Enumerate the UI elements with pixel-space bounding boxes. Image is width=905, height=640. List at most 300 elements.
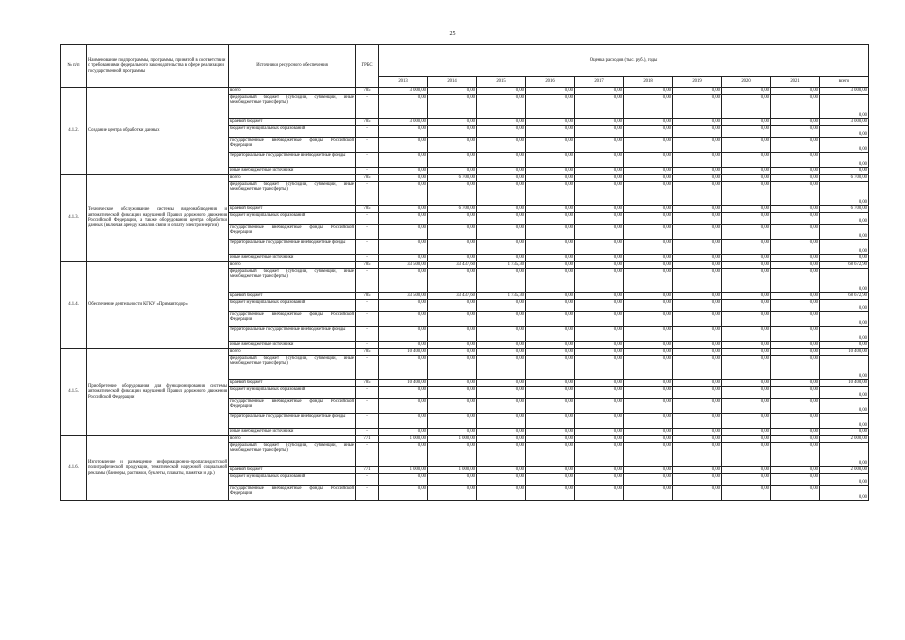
value-cell: 0,00 [379, 175, 428, 182]
value-cell: 0,00 [477, 225, 526, 240]
source-label: территориальные государственные внебюджетные фонды [229, 327, 356, 342]
grbs-code: 771 [356, 467, 379, 474]
value-cell: 0,00 [575, 380, 624, 387]
section-name: Техническое обслуживание системы видеонаблюдения и автоматической фиксации нарушений Правил дорожного движения Российской Федерации, а также оборудования центра обработки данных (включая аренду каналов связи и оплату электроэнергии) [87, 175, 229, 262]
value-cell: 0,00 [477, 474, 526, 486]
value-cell: 0,00 [673, 387, 722, 399]
value-cell: 0,00 [624, 349, 673, 356]
value-cell: 0,00 [575, 293, 624, 300]
value-cell: 0,00 [624, 206, 673, 213]
value-cell: 0,00 [379, 312, 428, 327]
value-cell: 0,00 [575, 262, 624, 269]
table-row [61, 436, 869, 443]
value-cell: 0,00 [477, 213, 526, 225]
grbs-code: - [356, 255, 379, 262]
value-cell: 0,00 [722, 240, 771, 255]
value-cell: 0,00 [526, 474, 575, 486]
value-cell: 0,00 [624, 182, 673, 206]
section-number: 4.1.2. [61, 88, 87, 175]
table-row [61, 262, 869, 269]
grbs-code: 771 [356, 436, 379, 443]
value-cell: 10 400,00 [379, 349, 428, 356]
source-label: государственные внебюджетные фонды Российской Федерации [229, 225, 356, 240]
value-cell: 3 000,00 [379, 119, 428, 126]
value-cell: 0,00 [771, 88, 820, 95]
total-cell: 0,00 [820, 356, 869, 380]
value-cell: 1 000,00 [428, 467, 477, 474]
header-year: 2017 [575, 77, 624, 88]
total-cell: 0,00 [820, 138, 869, 153]
value-cell: 0,00 [379, 399, 428, 414]
value-cell: 0,00 [673, 436, 722, 443]
value-cell: 1 000,00 [379, 436, 428, 443]
value-cell: 0,00 [526, 168, 575, 175]
value-cell: 0,00 [673, 153, 722, 168]
value-cell: 33 437,60 [428, 262, 477, 269]
value-cell: 0,00 [575, 387, 624, 399]
value-cell: 0,00 [673, 262, 722, 269]
grbs-code: 785 [356, 206, 379, 213]
value-cell: 0,00 [673, 269, 722, 293]
value-cell: 0,00 [477, 327, 526, 342]
source-label: иные внебюджетные источники [229, 255, 356, 262]
total-cell: 6 700,00 [820, 175, 869, 182]
value-cell: 0,00 [428, 486, 477, 501]
value-cell: 0,00 [526, 153, 575, 168]
value-cell: 0,00 [575, 327, 624, 342]
value-cell: 0,00 [673, 88, 722, 95]
header-year: 2013 [379, 77, 428, 88]
value-cell: 0,00 [526, 240, 575, 255]
value-cell: 0,00 [673, 312, 722, 327]
value-cell: 0,00 [771, 206, 820, 213]
value-cell: 0,00 [771, 443, 820, 467]
value-cell: 0,00 [624, 88, 673, 95]
value-cell: 0,00 [526, 126, 575, 138]
value-cell: 0,00 [673, 300, 722, 312]
source-label: краевой бюджет [229, 293, 356, 300]
grbs-code: - [356, 486, 379, 501]
value-cell: 0,00 [624, 467, 673, 474]
value-cell: 0,00 [722, 293, 771, 300]
value-cell: 0,00 [477, 349, 526, 356]
value-cell: 0,00 [673, 168, 722, 175]
value-cell: 0,00 [673, 255, 722, 262]
total-cell: 2 000,00 [820, 436, 869, 443]
value-cell: 0,00 [575, 312, 624, 327]
value-cell: 0,00 [379, 327, 428, 342]
value-cell: 0,00 [771, 225, 820, 240]
grbs-code: 785 [356, 262, 379, 269]
source-label: государственные внебюджетные фонды Российской Федерации [229, 486, 356, 501]
value-cell: 0,00 [428, 342, 477, 349]
value-cell: 0,00 [624, 213, 673, 225]
total-cell: 68 672,90 [820, 293, 869, 300]
value-cell: 0,00 [575, 153, 624, 168]
value-cell: 0,00 [673, 175, 722, 182]
section-number: 4.1.5. [61, 349, 87, 436]
value-cell: 0,00 [379, 414, 428, 429]
value-cell: 0,00 [477, 206, 526, 213]
value-cell: 0,00 [526, 95, 575, 119]
value-cell: 0,00 [526, 175, 575, 182]
value-cell: 0,00 [722, 300, 771, 312]
value-cell: 0,00 [624, 436, 673, 443]
value-cell: 0,00 [722, 467, 771, 474]
header-year: 2016 [526, 77, 575, 88]
source-label: всего [229, 262, 356, 269]
value-cell: 0,00 [624, 429, 673, 436]
value-cell: 1 000,00 [379, 467, 428, 474]
source-label: государственные внебюджетные фонды Российской Федерации [229, 399, 356, 414]
table-row [61, 175, 869, 182]
value-cell: 0,00 [771, 349, 820, 356]
value-cell: 0,00 [575, 88, 624, 95]
total-cell: 0,00 [820, 474, 869, 486]
value-cell: 0,00 [722, 126, 771, 138]
value-cell: 0,00 [526, 300, 575, 312]
total-cell: 0,00 [820, 225, 869, 240]
value-cell: 0,00 [771, 474, 820, 486]
header-year: 2018 [624, 77, 673, 88]
value-cell: 0,00 [428, 126, 477, 138]
source-label: федеральный бюджет (субсидии, субвенции, иные межбюджетные трансферты) [229, 356, 356, 380]
value-cell: 0,00 [575, 206, 624, 213]
source-label: всего [229, 349, 356, 356]
value-cell: 0,00 [722, 349, 771, 356]
value-cell: 0,00 [771, 175, 820, 182]
grbs-code: 785 [356, 88, 379, 95]
source-label: иные внебюджетные источники [229, 429, 356, 436]
value-cell: 0,00 [526, 206, 575, 213]
source-label: бюджет муниципальных образований [229, 300, 356, 312]
source-label: государственные внебюджетные фонды Российской Федерации [229, 138, 356, 153]
value-cell: 0,00 [673, 182, 722, 206]
value-cell: 0,00 [722, 486, 771, 501]
source-label: всего [229, 436, 356, 443]
grbs-code: - [356, 269, 379, 293]
value-cell: 0,00 [526, 262, 575, 269]
grbs-code: - [356, 443, 379, 467]
header-estimate: Оценка расходов (тыс. руб.), годы [379, 45, 869, 77]
value-cell: 0,00 [575, 175, 624, 182]
total-cell: 0,00 [820, 342, 869, 349]
value-cell: 0,00 [673, 429, 722, 436]
source-label: краевой бюджет [229, 380, 356, 387]
value-cell: 0,00 [428, 240, 477, 255]
value-cell: 0,00 [477, 300, 526, 312]
grbs-code: - [356, 153, 379, 168]
source-label: федеральный бюджет (субсидии, субвенции, иные межбюджетные трансферты) [229, 182, 356, 206]
value-cell: 0,00 [771, 240, 820, 255]
source-label: всего [229, 88, 356, 95]
value-cell: 0,00 [575, 168, 624, 175]
value-cell: 0,00 [526, 429, 575, 436]
value-cell: 0,00 [477, 240, 526, 255]
value-cell: 0,00 [428, 443, 477, 467]
value-cell: 0,00 [428, 414, 477, 429]
value-cell: 0,00 [575, 474, 624, 486]
value-cell: 0,00 [477, 153, 526, 168]
value-cell: 0,00 [575, 138, 624, 153]
value-cell: 0,00 [428, 300, 477, 312]
value-cell: 0,00 [379, 182, 428, 206]
value-cell: 0,00 [428, 387, 477, 399]
total-cell: 0,00 [820, 182, 869, 206]
total-cell: 6 700,00 [820, 206, 869, 213]
value-cell: 0,00 [379, 269, 428, 293]
value-cell: 0,00 [771, 300, 820, 312]
value-cell: 0,00 [673, 206, 722, 213]
value-cell: 0,00 [575, 119, 624, 126]
header-source: Источники ресурсного обеспечения [229, 45, 356, 88]
value-cell: 0,00 [673, 327, 722, 342]
grbs-code: - [356, 225, 379, 240]
value-cell: 0,00 [428, 88, 477, 95]
value-cell: 0,00 [771, 327, 820, 342]
total-cell: 0,00 [820, 269, 869, 293]
grbs-code: - [356, 342, 379, 349]
value-cell: 0,00 [477, 486, 526, 501]
value-cell: 0,00 [771, 269, 820, 293]
header-name: Наименование подпрограммы, программы, принятой в соответствии с требованиями федерального законодательства в сфере реализации государственной программы [87, 45, 229, 88]
section-number: 4.1.6. [61, 436, 87, 501]
value-cell: 0,00 [379, 206, 428, 213]
value-cell: 0,00 [575, 95, 624, 119]
value-cell: 0,00 [526, 486, 575, 501]
value-cell: 0,00 [624, 399, 673, 414]
grbs-code: - [356, 300, 379, 312]
source-label: территориальные государственные внебюджетные фонды [229, 153, 356, 168]
value-cell: 0,00 [722, 387, 771, 399]
value-cell: 0,00 [722, 429, 771, 436]
total-cell: 10 400,00 [820, 349, 869, 356]
grbs-code: 785 [356, 293, 379, 300]
grbs-code: - [356, 182, 379, 206]
source-label: территориальные государственные внебюджетные фонды [229, 240, 356, 255]
value-cell: 0,00 [379, 126, 428, 138]
value-cell: 0,00 [526, 182, 575, 206]
value-cell: 0,00 [575, 300, 624, 312]
source-label: федеральный бюджет (субсидии, субвенции, иные межбюджетные трансферты) [229, 443, 356, 467]
section-name: Создание центра обработки данных [87, 88, 229, 175]
value-cell: 0,00 [771, 467, 820, 474]
value-cell: 0,00 [379, 443, 428, 467]
source-label: всего [229, 175, 356, 182]
value-cell: 0,00 [477, 269, 526, 293]
value-cell: 0,00 [673, 240, 722, 255]
value-cell: 0,00 [428, 474, 477, 486]
value-cell: 0,00 [771, 429, 820, 436]
value-cell: 0,00 [379, 153, 428, 168]
source-label: иные внебюджетные источники [229, 342, 356, 349]
header-grbs: ГРБС [356, 45, 379, 88]
value-cell: 0,00 [428, 327, 477, 342]
section-name: Обеспечение деятельности КГКУ «Примавтодор» [87, 262, 229, 349]
total-cell: 0,00 [820, 95, 869, 119]
value-cell: 0,00 [624, 414, 673, 429]
value-cell: 0,00 [526, 293, 575, 300]
source-label: федеральный бюджет (субсидии, субвенции, иные межбюджетные трансферты) [229, 95, 356, 119]
value-cell: 0,00 [624, 119, 673, 126]
value-cell: 10 400,00 [379, 380, 428, 387]
source-label: краевой бюджет [229, 206, 356, 213]
value-cell: 0,00 [624, 153, 673, 168]
value-cell: 0,00 [771, 126, 820, 138]
source-label: федеральный бюджет (субсидии, субвенции, иные межбюджетные трансферты) [229, 269, 356, 293]
grbs-code: - [356, 312, 379, 327]
value-cell: 0,00 [624, 312, 673, 327]
source-label: иные внебюджетные источники [229, 168, 356, 175]
header-total: всего [820, 77, 869, 88]
value-cell: 0,00 [624, 380, 673, 387]
total-cell: 0,00 [820, 429, 869, 436]
header-num: № п/п [61, 45, 87, 88]
value-cell: 0,00 [428, 349, 477, 356]
value-cell: 0,00 [722, 269, 771, 293]
value-cell: 0,00 [624, 269, 673, 293]
section-number: 4.1.4. [61, 262, 87, 349]
value-cell: 0,00 [428, 168, 477, 175]
grbs-code: - [356, 356, 379, 380]
grbs-code: 785 [356, 349, 379, 356]
grbs-code: - [356, 429, 379, 436]
value-cell: 0,00 [771, 138, 820, 153]
value-cell: 0,00 [771, 436, 820, 443]
value-cell: 0,00 [526, 356, 575, 380]
grbs-code: - [356, 387, 379, 399]
value-cell: 1 735,30 [477, 293, 526, 300]
value-cell: 0,00 [477, 467, 526, 474]
value-cell: 0,00 [477, 387, 526, 399]
header-year: 2020 [722, 77, 771, 88]
total-cell: 0,00 [820, 255, 869, 262]
value-cell: 0,00 [624, 168, 673, 175]
value-cell: 0,00 [477, 436, 526, 443]
value-cell: 0,00 [575, 486, 624, 501]
source-label: бюджет муниципальных образований [229, 126, 356, 138]
value-cell: 0,00 [575, 429, 624, 436]
section-name: Изготовление и размещение информационно-пропагандистской полиграфической продукции, тематической наружной социальной рекламы (баннеры, растяжки, буклеты, плакаты, памятки и др.) [87, 436, 229, 501]
value-cell: 0,00 [526, 467, 575, 474]
value-cell: 0,00 [722, 312, 771, 327]
value-cell: 0,00 [477, 88, 526, 95]
value-cell: 0,00 [526, 387, 575, 399]
value-cell: 0,00 [624, 95, 673, 119]
section-number: 4.1.3. [61, 175, 87, 262]
value-cell: 0,00 [526, 443, 575, 467]
total-cell: 3 000,00 [820, 88, 869, 95]
value-cell: 0,00 [379, 300, 428, 312]
value-cell: 0,00 [477, 443, 526, 467]
grbs-code: - [356, 126, 379, 138]
value-cell: 0,00 [722, 342, 771, 349]
source-label: бюджет муниципальных образований [229, 474, 356, 486]
value-cell: 0,00 [477, 312, 526, 327]
value-cell: 0,00 [624, 175, 673, 182]
value-cell: 0,00 [722, 399, 771, 414]
value-cell: 0,00 [526, 342, 575, 349]
total-cell: 0,00 [820, 312, 869, 327]
value-cell: 0,00 [428, 138, 477, 153]
value-cell: 0,00 [428, 153, 477, 168]
value-cell: 0,00 [575, 436, 624, 443]
value-cell: 0,00 [379, 387, 428, 399]
value-cell: 0,00 [428, 95, 477, 119]
budget-table [60, 44, 869, 501]
grbs-code: - [356, 399, 379, 414]
value-cell: 0,00 [771, 213, 820, 225]
value-cell: 0,00 [575, 349, 624, 356]
value-cell: 0,00 [722, 182, 771, 206]
value-cell: 0,00 [722, 380, 771, 387]
value-cell: 33 437,60 [428, 293, 477, 300]
value-cell: 0,00 [771, 255, 820, 262]
value-cell: 0,00 [575, 356, 624, 380]
value-cell: 0,00 [673, 349, 722, 356]
value-cell: 0,00 [624, 300, 673, 312]
total-cell: 0,00 [820, 240, 869, 255]
value-cell: 0,00 [771, 119, 820, 126]
value-cell: 0,00 [624, 387, 673, 399]
source-label: краевой бюджет [229, 119, 356, 126]
value-cell: 0,00 [771, 342, 820, 349]
value-cell: 0,00 [379, 138, 428, 153]
value-cell: 0,00 [771, 380, 820, 387]
total-cell: 0,00 [820, 443, 869, 467]
total-cell: 0,00 [820, 327, 869, 342]
value-cell: 0,00 [771, 356, 820, 380]
total-cell: 0,00 [820, 300, 869, 312]
value-cell: 0,00 [722, 255, 771, 262]
total-cell: 3 000,00 [820, 119, 869, 126]
value-cell: 0,00 [624, 486, 673, 501]
value-cell: 0,00 [379, 356, 428, 380]
value-cell: 0,00 [722, 153, 771, 168]
value-cell: 0,00 [673, 486, 722, 501]
value-cell: 0,00 [477, 255, 526, 262]
value-cell: 0,00 [428, 255, 477, 262]
value-cell: 0,00 [673, 213, 722, 225]
source-label: краевой бюджет [229, 467, 356, 474]
grbs-code: - [356, 138, 379, 153]
value-cell: 0,00 [526, 255, 575, 262]
value-cell: 0,00 [575, 443, 624, 467]
value-cell: 0,00 [379, 474, 428, 486]
value-cell: 0,00 [428, 312, 477, 327]
total-cell: 0,00 [820, 486, 869, 501]
value-cell: 0,00 [526, 269, 575, 293]
page-number: 25 [449, 31, 456, 37]
grbs-code: 785 [356, 119, 379, 126]
table-row [61, 349, 869, 356]
value-cell: 0,00 [722, 88, 771, 95]
value-cell: 33 500,00 [379, 262, 428, 269]
value-cell: 0,00 [575, 182, 624, 206]
total-cell: 10 400,00 [820, 380, 869, 387]
value-cell: 0,00 [575, 414, 624, 429]
value-cell: 0,00 [673, 414, 722, 429]
value-cell: 0,00 [722, 225, 771, 240]
header-year: 2015 [477, 77, 526, 88]
source-label: территориальные государственные внебюджетные фонды [229, 414, 356, 429]
total-cell: 0,00 [820, 126, 869, 138]
value-cell: 0,00 [379, 486, 428, 501]
grbs-code: 785 [356, 380, 379, 387]
value-cell: 0,00 [575, 225, 624, 240]
value-cell: 0,00 [477, 175, 526, 182]
value-cell: 0,00 [673, 380, 722, 387]
